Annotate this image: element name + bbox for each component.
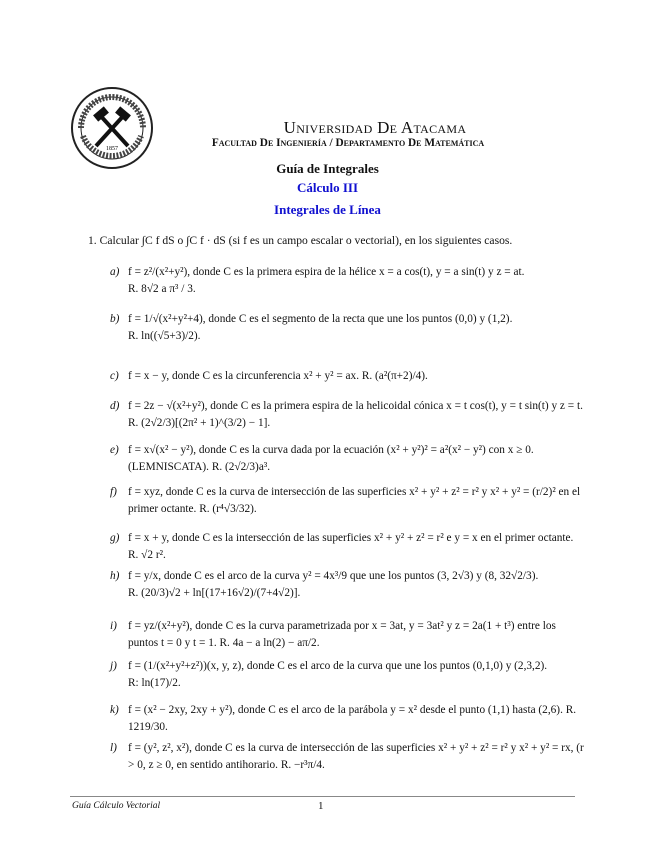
topic-title: Integrales de Línea [274,202,381,217]
exercise-item [110,398,585,432]
item-statement: f = xyz, donde C es la curva de intersección de las superficies x² + y² + z² = r² y x² + y² = (r/2)² en el primer octante. [128,486,581,515]
exercise-item [110,484,585,518]
item-statement: f = x√(x² − y²), donde C es la curva dada por la ecuación (x² + y²)² = a²(x² − y²) con x ≥ 0. (LEMNISCATA). [128,444,534,473]
item-tag: f) [110,486,117,498]
item-answer: R. 8√2 a π³ / 3. [128,283,196,295]
item-answer: R. −r³π/4. [280,759,325,771]
footer-guide-label: Guía Cálculo Vectorial [72,801,161,811]
item-tag: l) [110,742,117,754]
footer-divider [70,796,575,797]
question-number: 1. [88,234,97,247]
item-answer: R. (20/3)√2 + ln[(17+16√2)/(7+4√2)]. [128,587,301,599]
exercise-item [110,740,585,774]
item-answer: R: ln(17)/2. [128,677,181,689]
item-statement: f = yz/(x²+y²), donde C es la curva parametrizada por x = 3at, y = 3at² y z = 2a(1 + t³) entre los puntos t = 0 y t = 1. [128,620,556,649]
item-answer: R. √2 r². [128,549,166,561]
university-seal-logo [70,86,154,170]
item-tag: h) [110,570,120,582]
item-answer: R. 4a − a ln(2) − aπ/2. [219,637,320,649]
item-statement: f = x − y, donde C es la circunferencia x² + y² = ax. [128,370,360,382]
item-statement: f = (x² − 2xy, 2xy + y²), donde C es el arco de la parábola y = x² desde el punto (1,1) hasta (2,6). [128,704,563,716]
exercise-item [110,264,585,298]
item-statement: f = y/x, donde C es el arco de la curva y² = 4x³/9 que une los puntos (3, 2√3) y (8, 32√2/3). [128,570,539,582]
item-answer: R. (2√2/3)a³. [211,461,271,473]
item-tag: d) [110,400,120,412]
seal-year: 1857 [106,146,118,152]
exercise-item [110,311,585,345]
course-title: Cálculo III [296,180,359,195]
item-tag: i) [110,620,117,632]
faculty-department: Facultad De Ingeniería / Departamento De Matemática [211,137,485,149]
item-statement: f = 2z − √(x²+y²), donde C es la primera espira de la helicoidal cónica x = t cos(t), y = t sin(t) y z = t. [128,400,583,412]
item-statement: f = 1/√(x²+y²+4), donde C es el segmento de la recta que une los puntos (0,0) y (1,2). [128,313,513,325]
item-answer: R. 1219/30. [128,704,577,733]
item-tag: g) [110,532,120,544]
item-answer: R. (r⁴√3/32). [199,503,257,515]
item-answer: R. ln((√5+3)/2). [128,330,201,342]
item-answer: R. (a²(π+2)/4). [361,370,428,382]
exercise-item [110,368,585,385]
exercise-item [110,702,585,736]
item-statement: f = z²/(x²+y²), donde C es la primera espira de la hélice x = a cos(t), y = a sin(t) y z = at. [128,266,525,278]
exercise-item [110,530,585,564]
university-name: Universidad De Atacama [283,118,467,137]
item-tag: e) [110,444,119,456]
guide-title: Guía de Integrales [276,161,379,176]
item-tag: c) [110,370,119,382]
item-statement: f = x + y, donde C es la intersección de las superficies x² + y² + z² = r² e y = x en el primer octante. [128,532,574,544]
item-statement: f = (y², z², x²), donde C es la curva de intersección de las superficies x² + y² + z² = r² y x² + y² = rx, (r > 0, z ≥ 0, en sentido antihorario. [128,742,584,771]
exercise-item [110,568,585,602]
item-tag: a) [110,266,120,278]
exercise-item [110,442,585,476]
item-tag: j) [110,660,117,672]
item-answer: R. (2√2/3)[(2π² + 1)^(3/2) − 1]. [128,417,271,429]
page-number: 1 [318,800,324,812]
exercise-item [110,618,585,652]
item-tag: b) [110,313,120,325]
item-statement: f = (1/(x²+y²+z²))(x, y, z), donde C es el arco de la curva que une los puntos (0,1,0) y (2,3,2). [128,660,548,672]
item-tag: k) [110,704,119,716]
exercise-item [110,658,585,692]
question-intro [88,234,588,247]
question-text: Calcular ∫C f dS o ∫C f · dS (si f es un campo escalar o vectorial), en los siguientes casos. [99,234,513,247]
